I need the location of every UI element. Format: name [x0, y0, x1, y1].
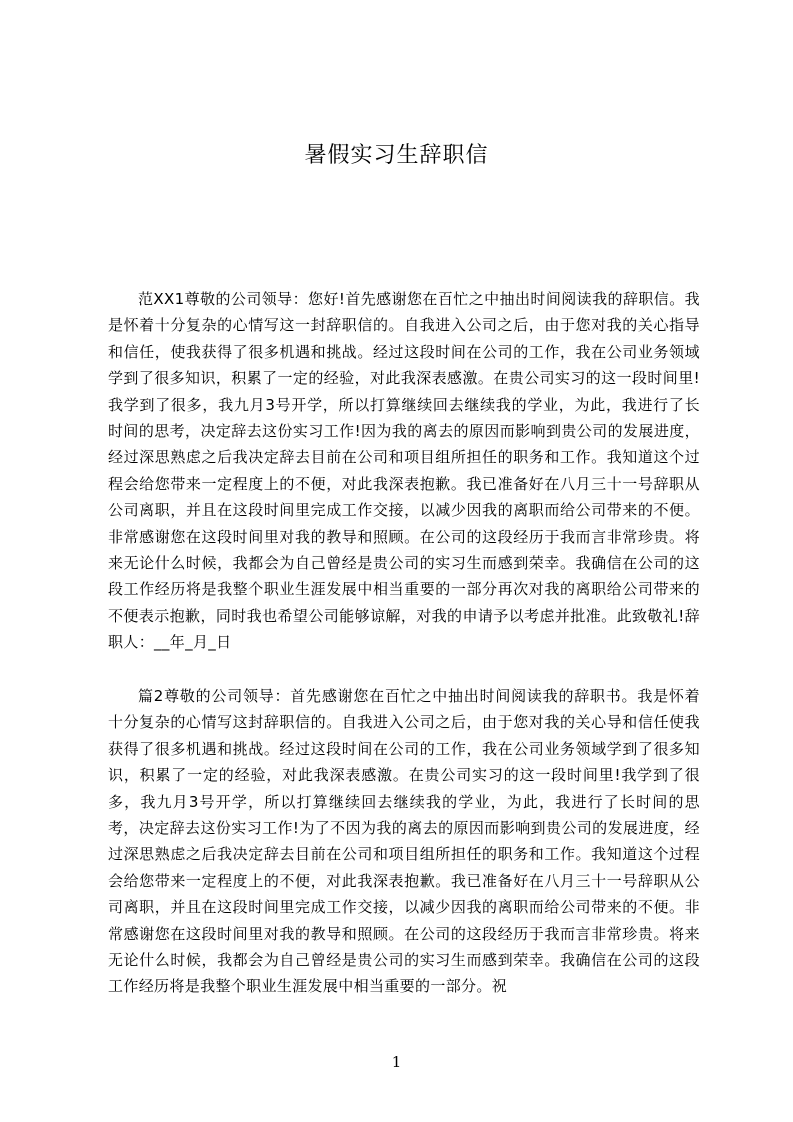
page-number: 1: [391, 1053, 402, 1071]
letter-paragraph-1: 范XX1尊敬的公司领导：您好!首先感谢您在百忙之中抽出时间阅读我的辞职信。我是怀着十分复杂的心情写这一封辞职信的。自我进入公司之后，由于您对我的关心指导和信任，使我获得了很多机遇和挑战。经过这段时间在公司的工作，我在公司业务领域学到了很多知识，积累了一定的经验，对此我深表感激。在贵公司实习的这一段时间里!我学到了很多，我九月3号开学，所以打算继续回去继续我的学业，为此，我进行了长时间的思考，决定辞去这份实习工作!因为我的离去的原因而影响到贵公司的发展进度，经过深思熟虑之后我决定辞去目前在公司和项目组所担任的职务和工作。我知道这个过程会给您带来一定程度上的不便，对此我深表抱歉。我已准备好在八月三十一号辞职从公司离职，并且在这段时间里完成工作交接，以减少因我的离职而给公司带来的不便。非常感谢您在这段时间里对我的教导和照顾。在公司的这段经历于我而言非常珍贵。将来无论什么时候，我都会为自己曾经是贵公司的实习生而感到荣幸。我确信在公司的这段工作经历将是我整个职业生涯发展中相当重要的一部分再次对我的离职给公司带来的不便表示抱歉，同时我也希望公司能够谅解，对我的申请予以考虑并批准。此致敬礼!辞职人：__年_月_日: [108, 290, 700, 652]
page-title: 暑假实习生辞职信: [304, 143, 489, 168]
letter-paragraph-2: 篇2尊敬的公司领导：首先感谢您在百忙之中抽出时间阅读我的辞职书。我是怀着十分复杂的心情写这封辞职信的。自我进入公司之后，由于您对我的关心导和信任使我获得了很多机遇和挑战。经过这段时间在公司的工作，我在公司业务领域学到了很多知识，积累了一定的经验，对此我深表感激。在贵公司实习的这一段时间里!我学到了很多，我九月3号开学，所以打算继续回去继续我的学业，为此，我进行了长时间的思考，决定辞去这份实习工作!为了不因为我的离去的原因而影响到贵公司的发展进度，经过深思熟虑之后我决定辞去目前在公司和项目组所担任的职务和工作。我知道这个过程会给您带来一定程度上的不便，对此我深表抱歉。我已准备好在八月三十一号辞职从公司离职，并且在这段时间里完成工作交接，以减少因我的离职而给公司带来的不便。非常感谢您在这段时间里对我的教导和照顾。在公司的这段经历于我而言非常珍贵。将来无论什么时候，我都会为自己曾经是贵公司的实习生而感到荣幸。我确信在公司的这段工作经历将是我整个职业生涯发展中相当重要的一部分。祝: [108, 687, 700, 996]
